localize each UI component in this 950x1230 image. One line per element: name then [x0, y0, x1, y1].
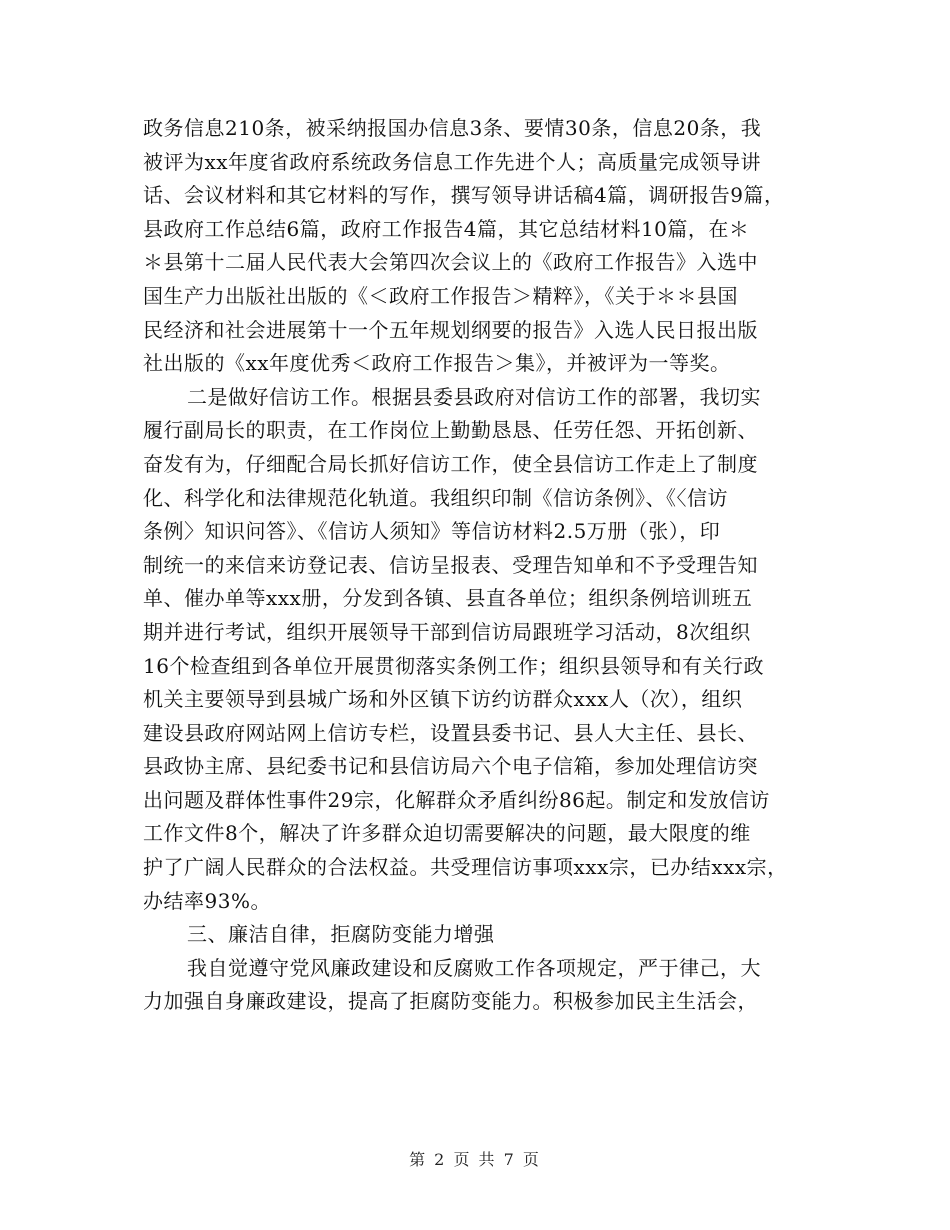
text-line: 工作文件8个，解决了许多群众迫切需要解决的问题，最大限度的维 [143, 821, 751, 846]
text-line: 制统一的来信来访登记表、信访呈报表、受理告知单和不予受理告知 [143, 552, 758, 577]
document-body [143, 112, 833, 1019]
page-footer: 第 2 页 共 7 页 [409, 1150, 541, 1169]
text-line: 机关主要领导到县城广场和外区镇下访约访群众xxx人（次），组织 [143, 687, 743, 712]
text-line: ＊县第十二届人民代表大会第四次会议上的《政府工作报告》入选中 [143, 250, 758, 275]
text-line: 社出版的《xx年度优秀＜政府工作报告＞集》，并被评为一等奖。 [143, 351, 731, 376]
text-line: 奋发有为，仔细配合局长抓好信访工作，使全县信访工作走上了制度 [143, 451, 758, 476]
text-line: 被评为xx年度省政府系统政务信息工作先进个人；高质量完成领导讲 [143, 149, 762, 174]
text-line: 期并进行考试，组织开展领导干部到信访局跟班学习活动，8次组织 [143, 619, 751, 644]
section-heading: 三、廉洁自律，拒腐防变能力增强 [187, 922, 495, 947]
text-line: 出问题及群体性事件29宗，化解群众矛盾纠纷86起。制定和发放信访 [143, 787, 770, 812]
text-line: 履行副局长的职责，在工作岗位上勤勤恳恳、任劳任怨、开拓创新、 [143, 418, 758, 443]
text-line: 条例〉知识问答》、《信访人须知》等信访材料2.5万册（张），印 [143, 519, 721, 544]
text-line: 国生产力出版社出版的《＜政府工作报告＞精粹》，《关于＊＊县国 [143, 283, 738, 308]
text-line: 政务信息210条，被采纳报国办信息3条、要情30条，信息20条，我 [143, 116, 762, 140]
text-line: 单、催办单等xxx册，分发到各镇、县直各单位；组织条例培训班五 [143, 586, 753, 611]
text-line: 民经济和社会进展第十一个五年规划纲要的报告》入选人民日报出版 [143, 317, 758, 342]
text-line: 化、科学化和法律规范化轨道。我组织印制《信访条例》、《〈信访 [143, 485, 728, 510]
text-line: 护了广阔人民群众的合法权益。共受理信访事项xxx宗，已办结xxx宗， [143, 855, 788, 880]
paragraph-start-line: 二是做好信访工作。根据县委县政府对信访工作的部署，我切实 [187, 384, 761, 409]
text-line: 话、会议材料和其它材料的写作，撰写领导讲话稿4篇，调研报告9篇， [143, 183, 785, 208]
paragraph-start-line: 我自觉遵守党风廉政建设和反腐败工作各项规定，严于律己，大 [187, 955, 761, 980]
text-line: 办结率93%。 [143, 888, 271, 913]
text-line: 建设县政府网站网上信访专栏，设置县委书记、县人大主任、县长、 [143, 720, 758, 745]
text-line: 16个检查组到各单位开展贯彻落实条例工作；组织县领导和有关行政 [143, 653, 764, 678]
text-line: 力加强自身廉政建设，提高了拒腐防变能力。积极参加民主生活会， [143, 989, 758, 1014]
text-line: 县政协主席、县纪委书记和县信访局六个电子信箱，参加处理信访突 [143, 754, 758, 779]
text-line: 县政府工作总结6篇，政府工作报告4篇，其它总结材料10篇，在＊ [143, 216, 750, 241]
